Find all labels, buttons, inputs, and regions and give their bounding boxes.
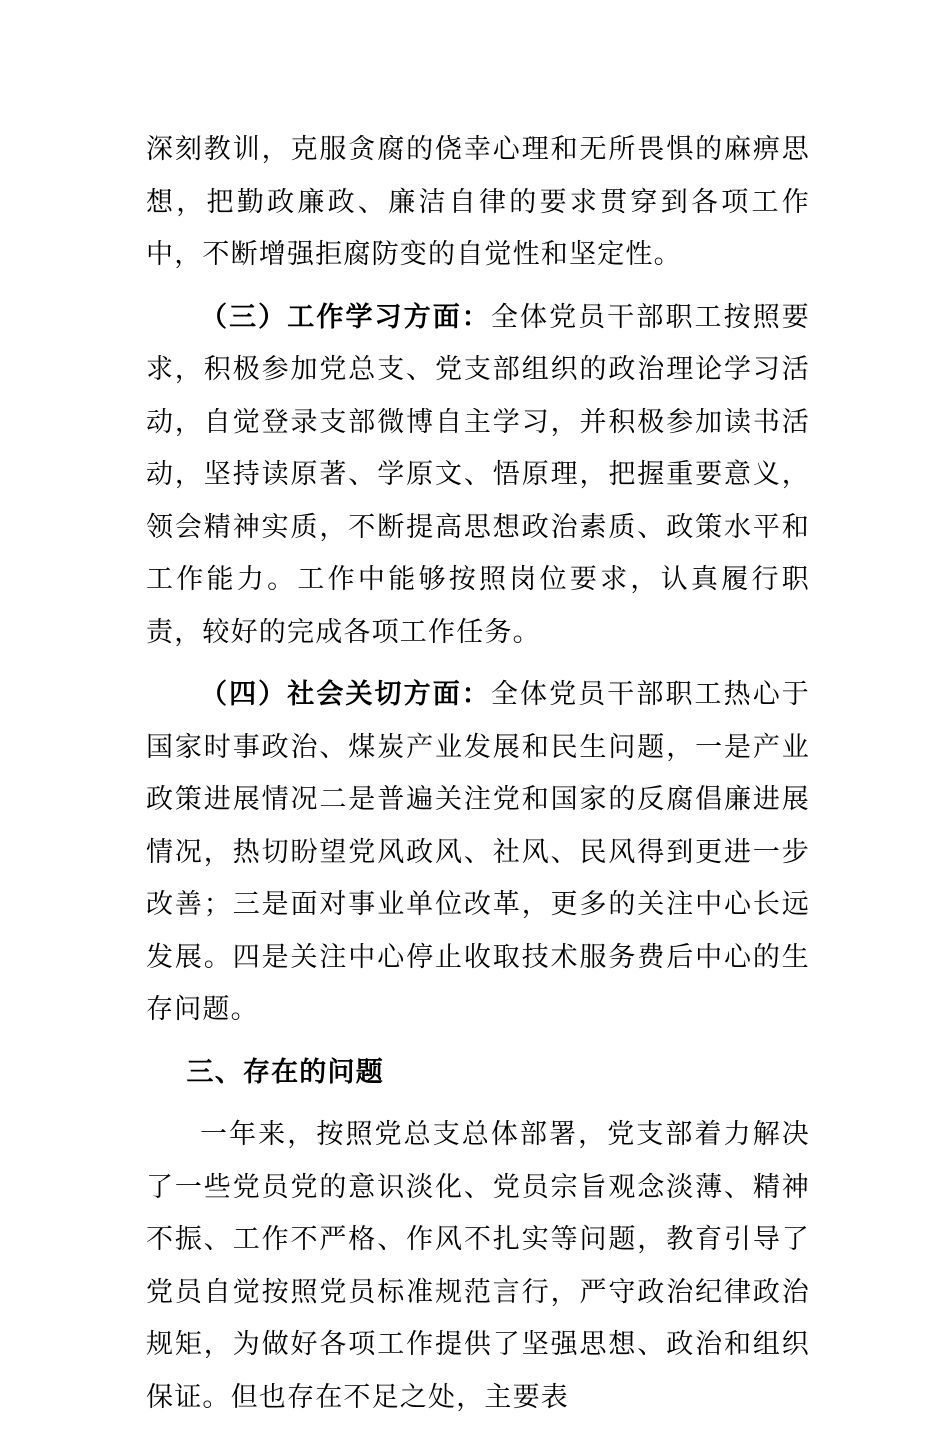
paragraph-text: 全体党员干部职工热心于国家时事政治、煤炭产业发展和民生问题，一是产业政策进展情况二是普遍关注党和国家的反腐倡廉进展情况，热切盼望党风政风、社风、民风得到更进一步改善；三是面对事业单位改革，更多的关注中心长远发展。四是关注中心停止收取技术服务费后中心的生存问题。 <box>146 679 811 1025</box>
paragraph-lead: （三）工作学习方面： <box>200 301 491 333</box>
paragraph-text: 深刻教训，克服贪腐的侥幸心理和无所畏惧的麻痹思想，把勤政廉政、廉洁自律的要求贯穿到各项工作中，不断增强拒腐防变的自觉性和坚定性。 <box>146 134 810 270</box>
paragraph-work-study <box>146 292 810 660</box>
paragraph-social-concern <box>146 669 810 1037</box>
paragraph-problems <box>146 1109 810 1424</box>
paragraph-continuation <box>146 124 810 282</box>
document-page <box>146 124 810 1434</box>
paragraph-text: 全体党员干部职工按照要求，积极参加党总支、党支部组织的政治理论学习活动，自觉登录支部微博自主学习，并积极参加读书活动，坚持读原著、学原文、悟原理，把握重要意义，领会精神实质，不断提高思想政治素质、政策水平和工作能力。工作中能够按照岗位要求，认真履行职责，较好的完成各项工作任务。 <box>146 301 811 648</box>
paragraph-text: 一年来，按照党总支总体部署，党支部着力解决了一些党员党的意识淡化、党员宗旨观念淡薄、精神不振、工作不严格、作风不扎实等问题，教育引导了党员自觉按照党员标准规范言行，严守政治纪律政治规矩，为做好各项工作提供了坚强思想、政治和组织保证。但也存在不足之处，主要表 <box>146 1119 810 1413</box>
section-heading: 三、存在的问题 <box>186 1056 384 1088</box>
paragraph-lead: （四）社会关切方面： <box>200 679 491 710</box>
